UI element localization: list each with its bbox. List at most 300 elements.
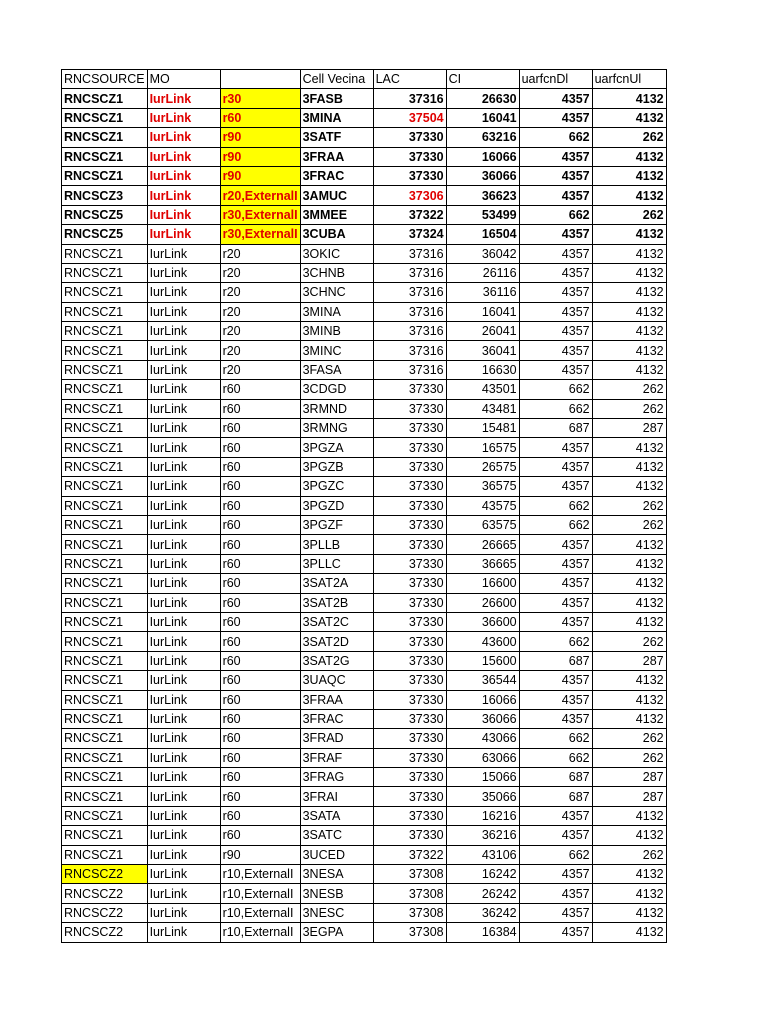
ci-cell[interactable]: 35066: [446, 787, 519, 806]
rnc-source-cell[interactable]: RNCSCZ1: [62, 302, 148, 321]
uarfcn-ul-cell[interactable]: 4132: [592, 322, 666, 341]
relation-cell[interactable]: r60: [220, 399, 300, 418]
ci-cell[interactable]: 16216: [446, 806, 519, 825]
rnc-source-cell[interactable]: RNCSCZ1: [62, 787, 148, 806]
rnc-source-cell[interactable]: RNCSCZ1: [62, 380, 148, 399]
mo-cell[interactable]: IurLink: [147, 806, 220, 825]
uarfcn-ul-cell[interactable]: 287: [592, 787, 666, 806]
relation-cell[interactable]: r60: [220, 419, 300, 438]
relation-cell[interactable]: r60: [220, 477, 300, 496]
uarfcn-dl-cell[interactable]: 4357: [519, 865, 592, 884]
mo-cell[interactable]: IurLink: [147, 438, 220, 457]
lac-cell[interactable]: 37330: [373, 671, 446, 690]
cell-vecina-cell[interactable]: 3SAT2C: [300, 612, 373, 631]
uarfcn-ul-cell[interactable]: 4132: [592, 884, 666, 903]
cell-vecina-cell[interactable]: 3UAQC: [300, 671, 373, 690]
relation-cell[interactable]: r60: [220, 438, 300, 457]
rnc-source-cell[interactable]: RNCSCZ1: [62, 244, 148, 263]
uarfcn-ul-cell[interactable]: 4132: [592, 186, 666, 205]
uarfcn-ul-cell[interactable]: 4132: [592, 593, 666, 612]
lac-cell[interactable]: 37316: [373, 263, 446, 282]
mo-cell[interactable]: IurLink: [147, 593, 220, 612]
rnc-source-cell[interactable]: RNCSCZ1: [62, 128, 148, 147]
cell-vecina-cell[interactable]: 3FRAC: [300, 166, 373, 185]
relation-cell[interactable]: r10,ExternalI: [220, 923, 300, 942]
relation-cell[interactable]: r60: [220, 651, 300, 670]
lac-cell[interactable]: 37504: [373, 108, 446, 127]
rnc-source-cell[interactable]: RNCSCZ1: [62, 845, 148, 864]
rnc-source-cell[interactable]: RNCSCZ1: [62, 593, 148, 612]
uarfcn-ul-cell[interactable]: 262: [592, 205, 666, 224]
cell-vecina-cell[interactable]: 3FRAC: [300, 709, 373, 728]
header-cell[interactable]: [220, 70, 300, 89]
uarfcn-dl-cell[interactable]: 4357: [519, 903, 592, 922]
rnc-source-cell[interactable]: RNCSCZ1: [62, 709, 148, 728]
cell-vecina-cell[interactable]: 3PLLC: [300, 554, 373, 573]
lac-cell[interactable]: 37322: [373, 845, 446, 864]
uarfcn-dl-cell[interactable]: 4357: [519, 186, 592, 205]
header-cell[interactable]: uarfcnDl: [519, 70, 592, 89]
uarfcn-dl-cell[interactable]: 687: [519, 651, 592, 670]
uarfcn-ul-cell[interactable]: 262: [592, 399, 666, 418]
ci-cell[interactable]: 36600: [446, 612, 519, 631]
uarfcn-dl-cell[interactable]: 4357: [519, 108, 592, 127]
mo-cell[interactable]: IurLink: [147, 244, 220, 263]
mo-cell[interactable]: IurLink: [147, 89, 220, 108]
lac-cell[interactable]: 37330: [373, 496, 446, 515]
lac-cell[interactable]: 37316: [373, 341, 446, 360]
relation-cell[interactable]: r60: [220, 632, 300, 651]
relation-cell[interactable]: r10,ExternalI: [220, 865, 300, 884]
mo-cell[interactable]: IurLink: [147, 768, 220, 787]
lac-cell[interactable]: 37330: [373, 380, 446, 399]
lac-cell[interactable]: 37306: [373, 186, 446, 205]
ci-cell[interactable]: 36623: [446, 186, 519, 205]
relation-cell[interactable]: r60: [220, 612, 300, 631]
relation-cell[interactable]: r20: [220, 302, 300, 321]
header-cell[interactable]: uarfcnUl: [592, 70, 666, 89]
uarfcn-ul-cell[interactable]: 4132: [592, 535, 666, 554]
uarfcn-dl-cell[interactable]: 4357: [519, 593, 592, 612]
rnc-source-cell[interactable]: RNCSCZ2: [62, 923, 148, 942]
mo-cell[interactable]: IurLink: [147, 671, 220, 690]
uarfcn-ul-cell[interactable]: 262: [592, 845, 666, 864]
ci-cell[interactable]: 36066: [446, 709, 519, 728]
cell-vecina-cell[interactable]: 3FASA: [300, 360, 373, 379]
uarfcn-dl-cell[interactable]: 662: [519, 845, 592, 864]
mo-cell[interactable]: IurLink: [147, 651, 220, 670]
uarfcn-ul-cell[interactable]: 287: [592, 651, 666, 670]
uarfcn-dl-cell[interactable]: 687: [519, 768, 592, 787]
mo-cell[interactable]: IurLink: [147, 225, 220, 244]
header-cell[interactable]: Cell Vecina: [300, 70, 373, 89]
uarfcn-dl-cell[interactable]: 4357: [519, 554, 592, 573]
uarfcn-ul-cell[interactable]: 4132: [592, 457, 666, 476]
header-cell[interactable]: MO: [147, 70, 220, 89]
uarfcn-ul-cell[interactable]: 262: [592, 632, 666, 651]
lac-cell[interactable]: 37330: [373, 593, 446, 612]
uarfcn-dl-cell[interactable]: 4357: [519, 690, 592, 709]
ci-cell[interactable]: 16384: [446, 923, 519, 942]
rnc-source-cell[interactable]: RNCSCZ2: [62, 865, 148, 884]
uarfcn-ul-cell[interactable]: 262: [592, 496, 666, 515]
mo-cell[interactable]: IurLink: [147, 399, 220, 418]
uarfcn-dl-cell[interactable]: 4357: [519, 147, 592, 166]
uarfcn-ul-cell[interactable]: 287: [592, 768, 666, 787]
lac-cell[interactable]: 37330: [373, 729, 446, 748]
cell-vecina-cell[interactable]: 3FRAG: [300, 768, 373, 787]
cell-vecina-cell[interactable]: 3CDGD: [300, 380, 373, 399]
cell-vecina-cell[interactable]: 3FRAD: [300, 729, 373, 748]
mo-cell[interactable]: IurLink: [147, 729, 220, 748]
relation-cell[interactable]: r60: [220, 554, 300, 573]
mo-cell[interactable]: IurLink: [147, 496, 220, 515]
cell-vecina-cell[interactable]: 3MINA: [300, 108, 373, 127]
uarfcn-ul-cell[interactable]: 262: [592, 128, 666, 147]
lac-cell[interactable]: 37324: [373, 225, 446, 244]
relation-cell[interactable]: r60: [220, 671, 300, 690]
lac-cell[interactable]: 37330: [373, 554, 446, 573]
rnc-source-cell[interactable]: RNCSCZ1: [62, 768, 148, 787]
uarfcn-ul-cell[interactable]: 4132: [592, 477, 666, 496]
mo-cell[interactable]: IurLink: [147, 302, 220, 321]
relation-cell[interactable]: r30,ExternalI: [220, 205, 300, 224]
cell-vecina-cell[interactable]: 3FRAF: [300, 748, 373, 767]
mo-cell[interactable]: IurLink: [147, 923, 220, 942]
relation-cell[interactable]: r90: [220, 166, 300, 185]
rnc-source-cell[interactable]: RNCSCZ1: [62, 399, 148, 418]
ci-cell[interactable]: 43501: [446, 380, 519, 399]
lac-cell[interactable]: 37330: [373, 399, 446, 418]
cell-vecina-cell[interactable]: 3SAT2G: [300, 651, 373, 670]
uarfcn-ul-cell[interactable]: 4132: [592, 166, 666, 185]
cell-vecina-cell[interactable]: 3SATF: [300, 128, 373, 147]
rnc-source-cell[interactable]: RNCSCZ1: [62, 166, 148, 185]
lac-cell[interactable]: 37330: [373, 419, 446, 438]
mo-cell[interactable]: IurLink: [147, 205, 220, 224]
lac-cell[interactable]: 37330: [373, 768, 446, 787]
uarfcn-ul-cell[interactable]: 4132: [592, 826, 666, 845]
uarfcn-dl-cell[interactable]: 4357: [519, 612, 592, 631]
uarfcn-ul-cell[interactable]: 4132: [592, 225, 666, 244]
mo-cell[interactable]: IurLink: [147, 477, 220, 496]
uarfcn-dl-cell[interactable]: 4357: [519, 477, 592, 496]
cell-vecina-cell[interactable]: 3MINB: [300, 322, 373, 341]
mo-cell[interactable]: IurLink: [147, 826, 220, 845]
ci-cell[interactable]: 15066: [446, 768, 519, 787]
rnc-source-cell[interactable]: RNCSCZ1: [62, 341, 148, 360]
mo-cell[interactable]: IurLink: [147, 166, 220, 185]
mo-cell[interactable]: IurLink: [147, 574, 220, 593]
lac-cell[interactable]: 37330: [373, 535, 446, 554]
cell-vecina-cell[interactable]: 3PGZD: [300, 496, 373, 515]
mo-cell[interactable]: IurLink: [147, 128, 220, 147]
ci-cell[interactable]: 36216: [446, 826, 519, 845]
uarfcn-ul-cell[interactable]: 4132: [592, 360, 666, 379]
relation-cell[interactable]: r90: [220, 128, 300, 147]
mo-cell[interactable]: IurLink: [147, 147, 220, 166]
rnc-source-cell[interactable]: RNCSCZ1: [62, 457, 148, 476]
rnc-source-cell[interactable]: RNCSCZ1: [62, 283, 148, 302]
uarfcn-ul-cell[interactable]: 287: [592, 419, 666, 438]
cell-vecina-cell[interactable]: 3NESA: [300, 865, 373, 884]
lac-cell[interactable]: 37330: [373, 632, 446, 651]
rnc-source-cell[interactable]: RNCSCZ1: [62, 263, 148, 282]
uarfcn-dl-cell[interactable]: 662: [519, 515, 592, 534]
relation-cell[interactable]: r20: [220, 322, 300, 341]
ci-cell[interactable]: 16041: [446, 302, 519, 321]
ci-cell[interactable]: 16242: [446, 865, 519, 884]
uarfcn-ul-cell[interactable]: 262: [592, 515, 666, 534]
lac-cell[interactable]: 37308: [373, 865, 446, 884]
ci-cell[interactable]: 43600: [446, 632, 519, 651]
cell-vecina-cell[interactable]: 3PGZC: [300, 477, 373, 496]
uarfcn-ul-cell[interactable]: 4132: [592, 574, 666, 593]
cell-vecina-cell[interactable]: 3CHNB: [300, 263, 373, 282]
relation-cell[interactable]: r60: [220, 748, 300, 767]
uarfcn-ul-cell[interactable]: 262: [592, 729, 666, 748]
lac-cell[interactable]: 37330: [373, 612, 446, 631]
uarfcn-ul-cell[interactable]: 4132: [592, 806, 666, 825]
uarfcn-dl-cell[interactable]: 662: [519, 205, 592, 224]
relation-cell[interactable]: r60: [220, 457, 300, 476]
lac-cell[interactable]: 37308: [373, 884, 446, 903]
relation-cell[interactable]: r90: [220, 147, 300, 166]
cell-vecina-cell[interactable]: 3PLLB: [300, 535, 373, 554]
uarfcn-dl-cell[interactable]: 4357: [519, 923, 592, 942]
rnc-source-cell[interactable]: RNCSCZ1: [62, 496, 148, 515]
cell-vecina-cell[interactable]: 3NESC: [300, 903, 373, 922]
rnc-source-cell[interactable]: RNCSCZ5: [62, 205, 148, 224]
ci-cell[interactable]: 36544: [446, 671, 519, 690]
rnc-source-cell[interactable]: RNCSCZ1: [62, 554, 148, 573]
uarfcn-dl-cell[interactable]: 4357: [519, 166, 592, 185]
uarfcn-dl-cell[interactable]: 4357: [519, 884, 592, 903]
uarfcn-dl-cell[interactable]: 4357: [519, 671, 592, 690]
uarfcn-dl-cell[interactable]: 662: [519, 380, 592, 399]
ci-cell[interactable]: 53499: [446, 205, 519, 224]
ci-cell[interactable]: 36041: [446, 341, 519, 360]
cell-vecina-cell[interactable]: 3SATA: [300, 806, 373, 825]
rnc-source-cell[interactable]: RNCSCZ1: [62, 826, 148, 845]
uarfcn-ul-cell[interactable]: 4132: [592, 903, 666, 922]
rnc-source-cell[interactable]: RNCSCZ1: [62, 147, 148, 166]
uarfcn-dl-cell[interactable]: 4357: [519, 438, 592, 457]
uarfcn-ul-cell[interactable]: 4132: [592, 671, 666, 690]
uarfcn-dl-cell[interactable]: 4357: [519, 535, 592, 554]
uarfcn-dl-cell[interactable]: 4357: [519, 360, 592, 379]
cell-vecina-cell[interactable]: 3OKIC: [300, 244, 373, 263]
cell-vecina-cell[interactable]: 3UCED: [300, 845, 373, 864]
mo-cell[interactable]: IurLink: [147, 322, 220, 341]
rnc-source-cell[interactable]: RNCSCZ1: [62, 690, 148, 709]
uarfcn-dl-cell[interactable]: 4357: [519, 322, 592, 341]
rnc-source-cell[interactable]: RNCSCZ2: [62, 903, 148, 922]
rnc-source-cell[interactable]: RNCSCZ1: [62, 651, 148, 670]
rnc-source-cell[interactable]: RNCSCZ1: [62, 515, 148, 534]
uarfcn-ul-cell[interactable]: 4132: [592, 302, 666, 321]
mo-cell[interactable]: IurLink: [147, 709, 220, 728]
lac-cell[interactable]: 37316: [373, 244, 446, 263]
mo-cell[interactable]: IurLink: [147, 457, 220, 476]
ci-cell[interactable]: 43066: [446, 729, 519, 748]
uarfcn-dl-cell[interactable]: 4357: [519, 302, 592, 321]
rnc-source-cell[interactable]: RNCSCZ1: [62, 419, 148, 438]
lac-cell[interactable]: 37330: [373, 147, 446, 166]
cell-vecina-cell[interactable]: 3FRAA: [300, 690, 373, 709]
cell-vecina-cell[interactable]: 3SATC: [300, 826, 373, 845]
relation-cell[interactable]: r20: [220, 341, 300, 360]
ci-cell[interactable]: 16630: [446, 360, 519, 379]
cell-vecina-cell[interactable]: 3PGZB: [300, 457, 373, 476]
uarfcn-ul-cell[interactable]: 262: [592, 748, 666, 767]
rnc-source-cell[interactable]: RNCSCZ1: [62, 574, 148, 593]
header-cell[interactable]: CI: [446, 70, 519, 89]
mo-cell[interactable]: IurLink: [147, 341, 220, 360]
uarfcn-ul-cell[interactable]: 4132: [592, 554, 666, 573]
relation-cell[interactable]: r60: [220, 574, 300, 593]
rnc-source-cell[interactable]: RNCSCZ2: [62, 884, 148, 903]
uarfcn-dl-cell[interactable]: 4357: [519, 225, 592, 244]
relation-cell[interactable]: r60: [220, 108, 300, 127]
lac-cell[interactable]: 37322: [373, 205, 446, 224]
lac-cell[interactable]: 37308: [373, 903, 446, 922]
cell-vecina-cell[interactable]: 3EGPA: [300, 923, 373, 942]
uarfcn-ul-cell[interactable]: 4132: [592, 147, 666, 166]
ci-cell[interactable]: 36242: [446, 903, 519, 922]
uarfcn-dl-cell[interactable]: 687: [519, 419, 592, 438]
ci-cell[interactable]: 16066: [446, 147, 519, 166]
cell-vecina-cell[interactable]: 3FASB: [300, 89, 373, 108]
relation-cell[interactable]: r10,ExternalI: [220, 903, 300, 922]
relation-cell[interactable]: r60: [220, 768, 300, 787]
relation-cell[interactable]: r60: [220, 535, 300, 554]
relation-cell[interactable]: r60: [220, 709, 300, 728]
relation-cell[interactable]: r60: [220, 496, 300, 515]
rnc-source-cell[interactable]: RNCSCZ1: [62, 89, 148, 108]
uarfcn-dl-cell[interactable]: 662: [519, 399, 592, 418]
ci-cell[interactable]: 26242: [446, 884, 519, 903]
uarfcn-ul-cell[interactable]: 4132: [592, 263, 666, 282]
uarfcn-dl-cell[interactable]: 4357: [519, 574, 592, 593]
lac-cell[interactable]: 37316: [373, 283, 446, 302]
relation-cell[interactable]: r90: [220, 845, 300, 864]
lac-cell[interactable]: 37316: [373, 322, 446, 341]
uarfcn-ul-cell[interactable]: 4132: [592, 438, 666, 457]
mo-cell[interactable]: IurLink: [147, 903, 220, 922]
relation-cell[interactable]: r20: [220, 360, 300, 379]
mo-cell[interactable]: IurLink: [147, 515, 220, 534]
ci-cell[interactable]: 16066: [446, 690, 519, 709]
relation-cell[interactable]: r60: [220, 380, 300, 399]
cell-vecina-cell[interactable]: 3SAT2D: [300, 632, 373, 651]
uarfcn-dl-cell[interactable]: 662: [519, 128, 592, 147]
mo-cell[interactable]: IurLink: [147, 554, 220, 573]
cell-vecina-cell[interactable]: 3CHNC: [300, 283, 373, 302]
ci-cell[interactable]: 16575: [446, 438, 519, 457]
mo-cell[interactable]: IurLink: [147, 360, 220, 379]
lac-cell[interactable]: 37330: [373, 690, 446, 709]
uarfcn-dl-cell[interactable]: 4357: [519, 806, 592, 825]
uarfcn-dl-cell[interactable]: 4357: [519, 709, 592, 728]
ci-cell[interactable]: 15600: [446, 651, 519, 670]
ci-cell[interactable]: 26665: [446, 535, 519, 554]
relation-cell[interactable]: r10,ExternalI: [220, 884, 300, 903]
uarfcn-ul-cell[interactable]: 4132: [592, 612, 666, 631]
uarfcn-dl-cell[interactable]: 662: [519, 496, 592, 515]
mo-cell[interactable]: IurLink: [147, 535, 220, 554]
uarfcn-ul-cell[interactable]: 4132: [592, 690, 666, 709]
relation-cell[interactable]: r20,ExternalI: [220, 186, 300, 205]
lac-cell[interactable]: 37330: [373, 515, 446, 534]
relation-cell[interactable]: r60: [220, 729, 300, 748]
uarfcn-ul-cell[interactable]: 4132: [592, 108, 666, 127]
relation-cell[interactable]: r30: [220, 89, 300, 108]
relation-cell[interactable]: r60: [220, 826, 300, 845]
uarfcn-dl-cell[interactable]: 687: [519, 787, 592, 806]
header-cell[interactable]: LAC: [373, 70, 446, 89]
lac-cell[interactable]: 37330: [373, 806, 446, 825]
lac-cell[interactable]: 37330: [373, 748, 446, 767]
rnc-source-cell[interactable]: RNCSCZ1: [62, 438, 148, 457]
lac-cell[interactable]: 37330: [373, 787, 446, 806]
ci-cell[interactable]: 26630: [446, 89, 519, 108]
rnc-source-cell[interactable]: RNCSCZ1: [62, 108, 148, 127]
mo-cell[interactable]: IurLink: [147, 108, 220, 127]
uarfcn-dl-cell[interactable]: 662: [519, 729, 592, 748]
mo-cell[interactable]: IurLink: [147, 612, 220, 631]
lac-cell[interactable]: 37330: [373, 651, 446, 670]
cell-vecina-cell[interactable]: 3FRAI: [300, 787, 373, 806]
relation-cell[interactable]: r60: [220, 806, 300, 825]
lac-cell[interactable]: 37330: [373, 166, 446, 185]
relation-cell[interactable]: r60: [220, 690, 300, 709]
relation-cell[interactable]: r20: [220, 244, 300, 263]
lac-cell[interactable]: 37330: [373, 574, 446, 593]
uarfcn-dl-cell[interactable]: 4357: [519, 341, 592, 360]
uarfcn-ul-cell[interactable]: 4132: [592, 283, 666, 302]
uarfcn-dl-cell[interactable]: 662: [519, 748, 592, 767]
ci-cell[interactable]: 26041: [446, 322, 519, 341]
ci-cell[interactable]: 63066: [446, 748, 519, 767]
uarfcn-ul-cell[interactable]: 4132: [592, 244, 666, 263]
relation-cell[interactable]: r30,ExternalI: [220, 225, 300, 244]
ci-cell[interactable]: 36116: [446, 283, 519, 302]
uarfcn-ul-cell[interactable]: 262: [592, 380, 666, 399]
mo-cell[interactable]: IurLink: [147, 884, 220, 903]
rnc-source-cell[interactable]: RNCSCZ5: [62, 225, 148, 244]
relation-cell[interactable]: r60: [220, 593, 300, 612]
relation-cell[interactable]: r20: [220, 283, 300, 302]
uarfcn-ul-cell[interactable]: 4132: [592, 89, 666, 108]
uarfcn-dl-cell[interactable]: 4357: [519, 826, 592, 845]
rnc-source-cell[interactable]: RNCSCZ1: [62, 360, 148, 379]
rnc-source-cell[interactable]: RNCSCZ1: [62, 671, 148, 690]
cell-vecina-cell[interactable]: 3SAT2A: [300, 574, 373, 593]
lac-cell[interactable]: 37316: [373, 360, 446, 379]
mo-cell[interactable]: IurLink: [147, 632, 220, 651]
relation-cell[interactable]: r20: [220, 263, 300, 282]
lac-cell[interactable]: 37330: [373, 438, 446, 457]
mo-cell[interactable]: IurLink: [147, 787, 220, 806]
mo-cell[interactable]: IurLink: [147, 865, 220, 884]
header-cell[interactable]: RNCSOURCE: [62, 70, 148, 89]
ci-cell[interactable]: 43106: [446, 845, 519, 864]
cell-vecina-cell[interactable]: 3SAT2B: [300, 593, 373, 612]
cell-vecina-cell[interactable]: 3MINA: [300, 302, 373, 321]
ci-cell[interactable]: 36575: [446, 477, 519, 496]
cell-vecina-cell[interactable]: 3MMEE: [300, 205, 373, 224]
